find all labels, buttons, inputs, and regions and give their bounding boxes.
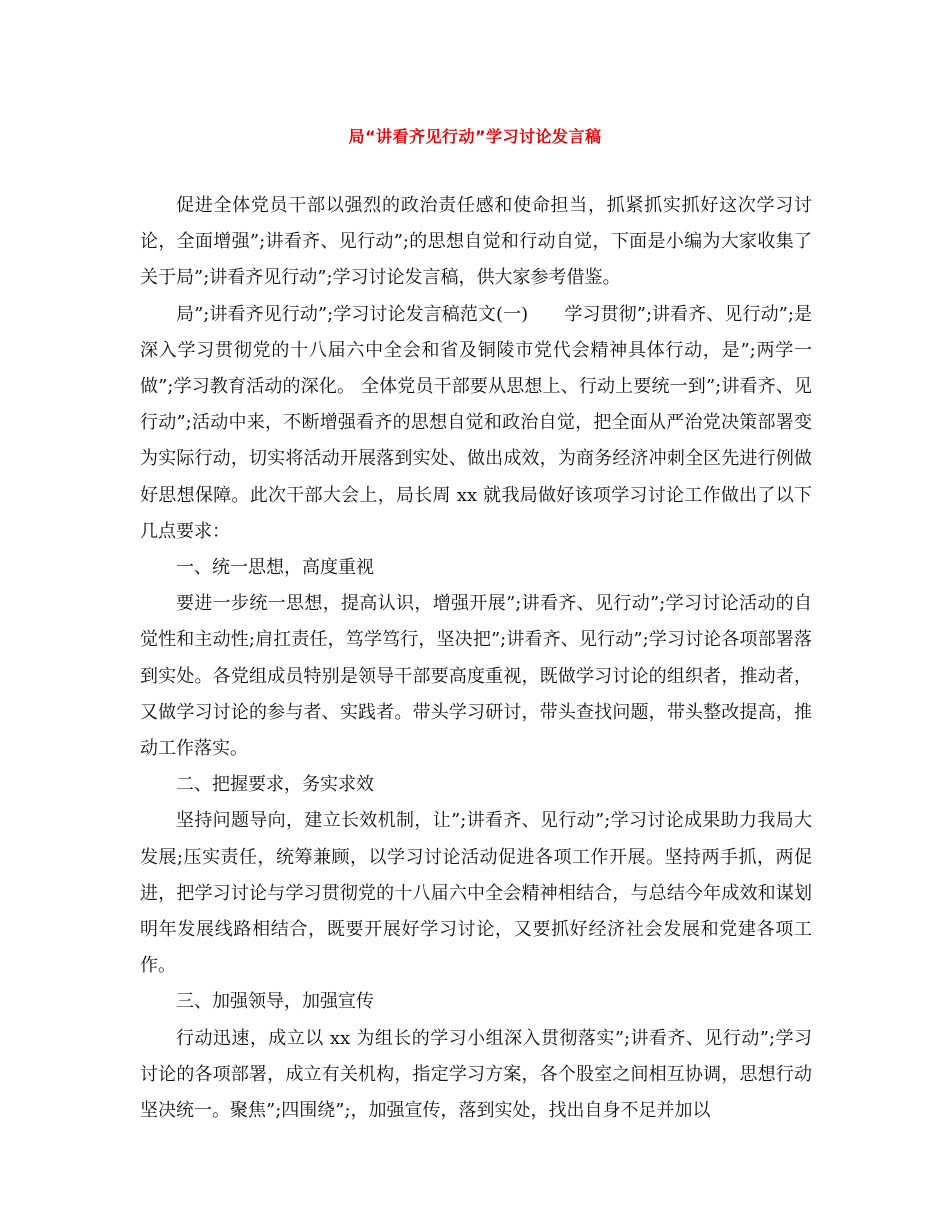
section-heading-2: 二、把握要求，务实求效 bbox=[176, 774, 374, 796]
paragraph-section-1: 要进一步统一思想，提高认识，增强开展”;讲看齐、见行动”;学习讨论活动的自觉性和主动性;肩扛责任，笃学笃行，坚决把”;讲看齐、见行动”;学习讨论各项部署落到实处。各党组成员特别是领导干部要高度重视，既做学习讨论的组织者，推动者，又做学习讨论的参与者、实践者。带头学习研讨，带头查找问题，带头整改提高，推动工作落实。 bbox=[140, 593, 812, 760]
section-heading-1: 一、统一思想，高度重视 bbox=[176, 557, 374, 579]
section-heading-3: 三、加强领导，加强宣传 bbox=[176, 991, 374, 1013]
paragraph-section-3: 行动迅速，成立以 xx 为组长的学习小组深入贯彻落实”;讲看齐、见行动”;学习讨论的各项部署，成立有关机构，指定学习方案，各个股室之间相互协调，思想行动坚决统一。聚焦”;四围绕”;，加强宣传，落到实处，找出自身不足并加以 bbox=[140, 1027, 812, 1122]
paragraph-sample-one: 局”;讲看齐见行动”;学习讨论发言稿范文(一) 学习贯彻”;讲看齐、见行动”;是深入学习贯彻党的十八届六中全会和省及铜陵市党代会精神具体行动，是”;两学一做”;学习教育活动的深化。 全体党员干部要从思想上、行动上要统一到”;讲看齐、见行动”;活动中来，不断增强看齐的思想自觉和政治自觉，把全面从严治党决策部署变为实际行动，切实将活动开展落到实处、做出成效，为商务经济冲刺全区先进行例做好思想保障。此次干部大会上，局长周 xx 就我局做好该项学习讨论工作做出了以下几点要求： bbox=[140, 303, 812, 542]
document-body bbox=[140, 188, 812, 1129]
paragraph-section-2: 坚持问题导向，建立长效机制，让”;讲看齐、见行动”;学习讨论成果助力我局大发展;压实责任，统筹兼顾，以学习讨论活动促进各项工作开展。坚持两手抓，两促进，把学习讨论与学习贯彻党的十八届六中全会精神相结合，与总结今年成效和谋划明年发展线路相结合，既要开展好学习讨论，又要抓好经济社会发展和党建各项工作。 bbox=[140, 810, 812, 977]
paragraph-intro: 促进全体党员干部以强烈的政治责任感和使命担当，抓紧抓实抓好这次学习讨论，全面增强”;讲看齐、见行动”;的思想自觉和行动自觉，下面是小编为大家收集了关于局”;讲看齐见行动”;学习讨论发言稿，供大家参考借鉴。 bbox=[140, 195, 812, 289]
document-title: 局“讲看齐见行动”学习讨论发言稿 bbox=[348, 127, 602, 146]
